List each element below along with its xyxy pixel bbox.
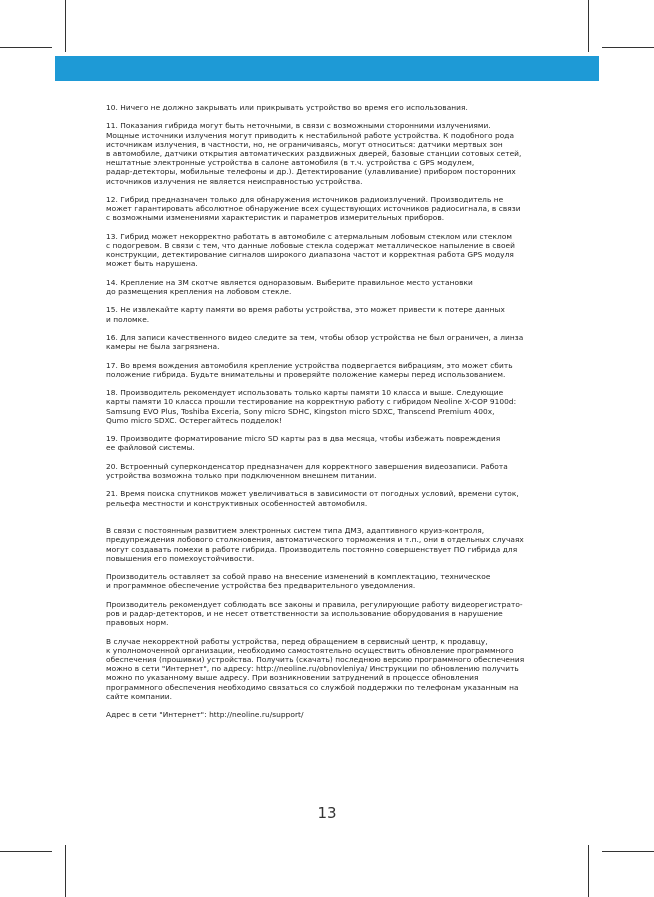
note-support-address: Адрес в сети "Интернет": http://neoline.ru/support/ — [106, 710, 304, 720]
note-firmware-update: В случае некорректной работы устройства, перед обращением в сервисный центр, к продавцу, к уполномоченной организации, необходимо самостоятельно осуществить обновление программного обеспечения (прошивки) устройства. Получить (скачать) последнюю версию программного обеспечения можно в сети "Интернет", по адресу: http://neoline.ru/obnovleniya/ Инструкции по обновлению получить можно по указанному выше адресу. При возникновении затруднений в процессе обновления программного обеспечения необходимо связаться со службой поддержки по телефонам указанным на сайте компании. — [106, 636, 525, 701]
crop-mark-bottom-left — [65, 845, 66, 897]
item-10: 10. Ничего не должно закрывать или прикрывать устройство во время его использования. — [106, 103, 468, 112]
note-laws: Производитель рекомендует соблюдать все законы и правила, регулирующие работу видеорегистрато- ров и радар-детекторов, и не несет ответственности за использование оборудования в нарушение правовых норм. — [106, 599, 523, 628]
item-15: 15. Не извлекайте карту памяти во время работы устройства, это может привести к потере данных и поломке. — [106, 305, 505, 324]
item-20: 20. Встроенный суперконденсатор предназначен для корректного завершения видеозаписи. Работа устройства возможна только при подключенном внешнем питании. — [106, 461, 508, 480]
crop-mark-bottom-right-h — [602, 851, 654, 852]
crop-mark-top-right — [588, 0, 589, 52]
item-16: 16. Для записи качественного видео следите за тем, чтобы обзор устройства не был ограничен, а линза камеры не была загрязнена. — [106, 332, 524, 352]
page-content — [106, 103, 556, 729]
crop-mark-top-right-h — [602, 47, 654, 48]
section-gap — [106, 517, 556, 526]
item-19: 19. Производите форматирование micro SD карты раз в два месяца, чтобы избежать повреждения ее файловой системы. — [106, 434, 501, 453]
note-rights-reserved: Производитель оставляет за собой право на внесение изменений в комплектацию, техническое и программное обеспечение устройства без предварительного уведомления. — [106, 572, 491, 591]
note-electronic-systems: В связи с постоянным развитием электронных систем типа ДМЗ, адаптивного круиз-контроля, предупреждения лобового столкновения, автоматического торможения и т.п., они в отдельных случаях могут создавать помехи в работе гибрида. Производитель постоянно совершенствует ПО гибрида для повышения его помехоустойчивости. — [106, 526, 524, 563]
header-bar — [55, 56, 599, 81]
item-14: 14. Крепление на 3М скотче является одноразовым. Выберите правильное место установки до размещения крепления на лобовом стекле. — [106, 277, 473, 296]
item-13: 13. Гибрид может некорректно работать в автомобиле с атермальным лобовым стеклом или стеклом с подогревом. В связи с тем, что данные лобовые стекла содержат металлическое напыление в своей конструкции, детектирование сигналов широкого диапазона частот и корректная работа GPS модуля может быть нарушена. — [106, 231, 515, 269]
item-11: 11. Показания гибрида могут быть неточными, в связи с возможными сторонними излучениями. Мощные источники излучения могут приводить к нестабильной работе устройства. К подобного рода источникам излучения, в частности, но, не ограничиваясь, могут относиться: датчики мертвых зон в автомобиле, датчики открытия автоматических раздвижных дверей, базовые станции сотовых сетей, нештатные электронные устройства в салоне автомобиля (в т.ч. устройства с GPS модулем, радар-детекторы, мобильные телефоны и др.). Детектирование (улавливание) прибором посторонних источников излучения не является неисправностью устройства. — [106, 121, 522, 186]
page-number: 13 — [317, 804, 337, 822]
crop-mark-top-left-h — [0, 47, 52, 48]
item-21: 21. Время поиска спутников может увеличиваться в зависимости от погодных условий, времени суток, рельефа местности и конструктивных особенностей автомобиля. — [106, 489, 519, 508]
crop-mark-bottom-left-h — [0, 851, 52, 852]
crop-mark-top-left — [65, 0, 66, 52]
item-18: 18. Производитель рекомендует использовать только карты памяти 10 класса и выше. Следующие карты памяти 10 класса прошли тестирование на корректную работу с гибридом Neoline X-COP 9100d: Samsung EVO Plus, Toshiba Exceria, Sony micro SDHC, Kingston micro SDXC, Transcend Premium 400x, Qumo micro SDXC. Остерегайтесь подделок! — [106, 388, 517, 425]
item-12: 12. Гибрид предназначен только для обнаружения источников радиоизлучений. Производитель не может гарантировать абсолютное обнаружение всех существующих источников радиосигнала, в связи с возможными изменениями характеристик и параметров измерительных приборов. — [106, 195, 521, 223]
crop-mark-bottom-right — [588, 845, 589, 897]
item-17: 17. Во время вождения автомобиля крепление устройства подвергается вибрациям, это может сбить положение гибрида. Будьте внимательны и проверяйте положение камеры перед использованием. — [106, 360, 513, 379]
